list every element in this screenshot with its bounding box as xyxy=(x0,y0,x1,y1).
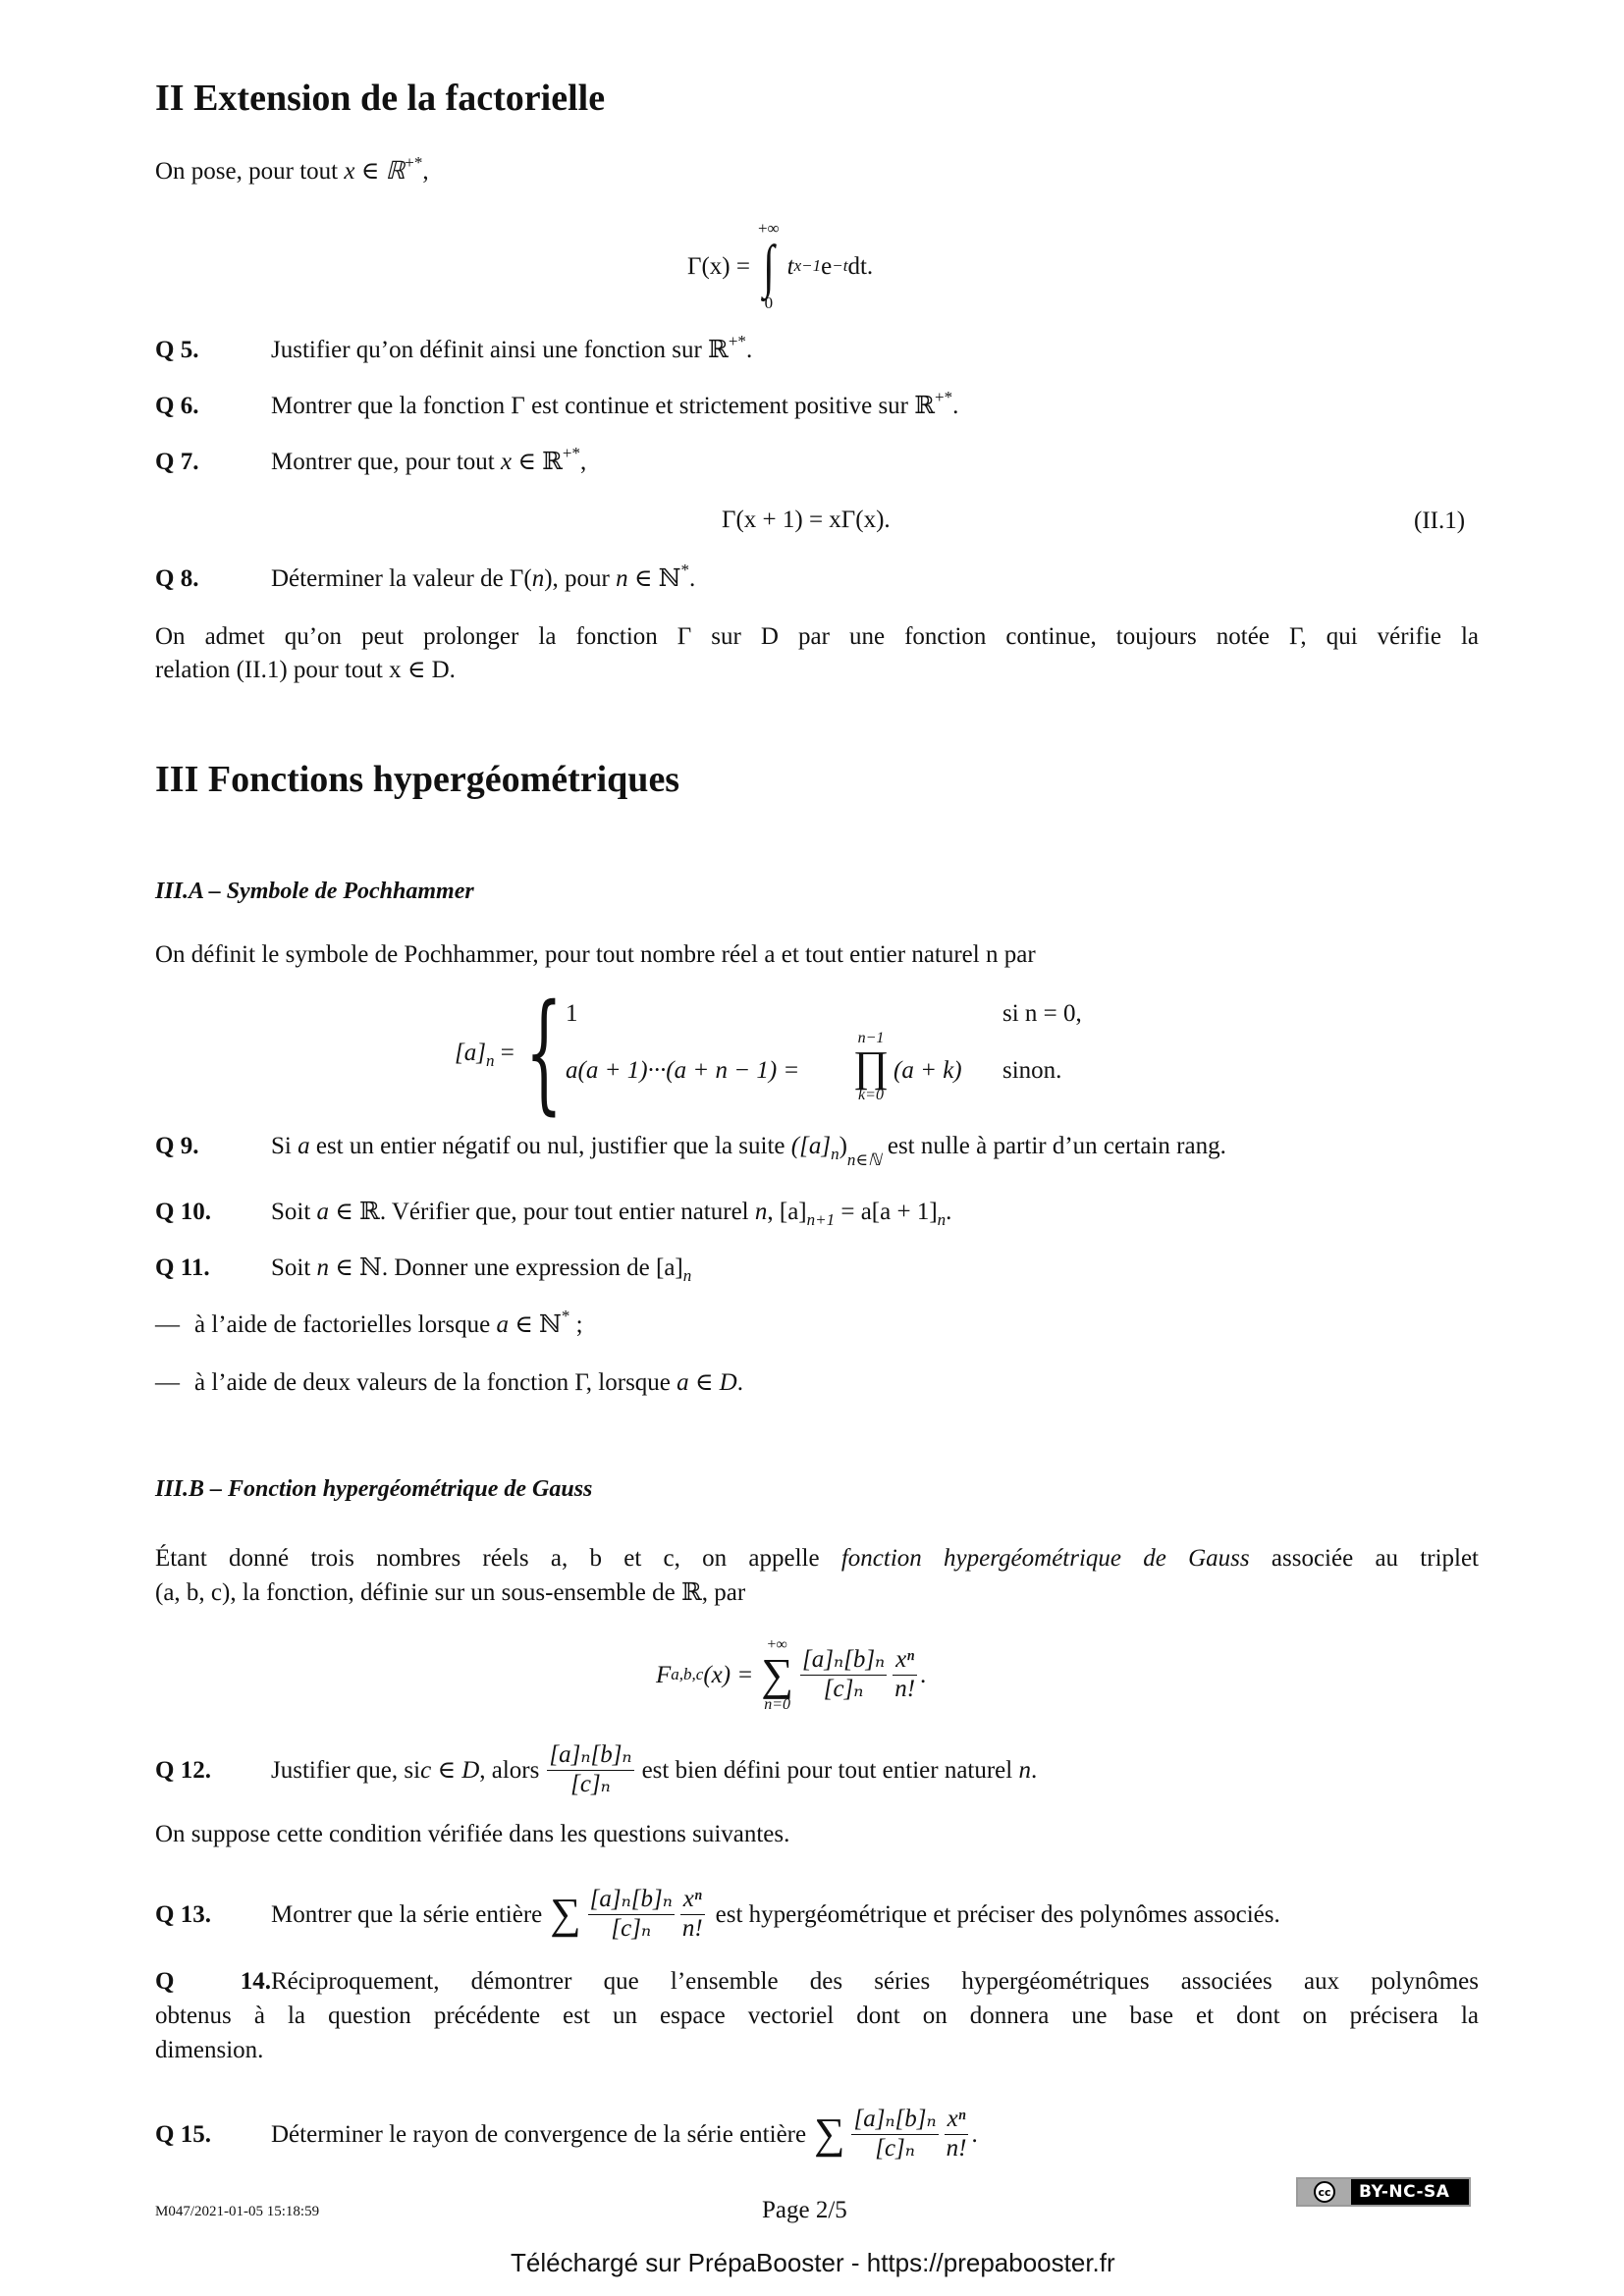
frac-den: [c]ₙ xyxy=(611,1914,652,1942)
question-math2: n xyxy=(616,565,628,592)
question-number: Q 11. xyxy=(155,1255,210,1281)
fraction-pochhammer xyxy=(800,1646,887,1704)
admit-line-1: On admet qu’on peut prolonger la fonction Γ sur D par une fonction continue, toujours notée Γ, qui vérifie la xyxy=(155,623,1479,650)
question-number: Q 15. xyxy=(155,2120,211,2148)
dash-icon: — xyxy=(155,1369,180,1396)
gamma-lhs: Γ(x) = xyxy=(687,252,750,280)
pochhammer-intro: On définit le symbole de Pochhammer, pour tout nombre réel a et tout entier naturel n par xyxy=(155,941,1036,968)
dash-icon: — xyxy=(155,1311,180,1338)
integral-sign-icon: ∫ xyxy=(763,233,775,298)
fraction-pochhammer xyxy=(547,1741,633,1799)
q-sub: n+1 xyxy=(806,1210,836,1229)
bullet-sup: * xyxy=(561,1307,570,1325)
intro-text: On pose, pour tout xyxy=(155,158,339,185)
sum-sign-icon: ∑ xyxy=(814,2109,845,2158)
gamma-definition: Γ(x) = +∞ ∫ 0 t x−1 e −t dt. xyxy=(687,218,874,312)
intro-text: associée au triplet xyxy=(1249,1545,1480,1572)
question-end: . xyxy=(952,393,959,419)
frac-num: xⁿ xyxy=(945,2106,969,2135)
sum-sign-icon: ∑ xyxy=(761,1649,793,1700)
math-a: a xyxy=(316,1199,330,1225)
bullet-math: a xyxy=(677,1369,689,1396)
seq-index: n∈ℕ xyxy=(846,1150,882,1169)
product-operator xyxy=(850,1031,892,1103)
subsection-IIIA-title: III.A – Symbole de Pochhammer xyxy=(155,879,474,904)
question-sup: * xyxy=(680,561,689,579)
product-lower: k=0 xyxy=(858,1086,884,1103)
integrand-dt: dt. xyxy=(847,252,874,280)
frac-den: n! xyxy=(894,1675,916,1702)
fraction-power xyxy=(680,1886,705,1944)
product-sign-icon: ∏ xyxy=(852,1042,890,1091)
pochhammer-lhs xyxy=(455,1040,514,1070)
admit-line-2: relation (II.1) pour tout x ∈ D. xyxy=(155,657,456,683)
product-upper: n−1 xyxy=(857,1030,885,1046)
question-number: Q 7. xyxy=(155,449,199,475)
gauss-intro-line-2: (a, b, c), la fonction, définie sur un sous-ensemble de ℝ, par xyxy=(155,1579,746,1606)
intro-end: , xyxy=(422,158,429,185)
case2-condition: sinon. xyxy=(1002,1057,1062,1084)
product-term: (a + k) xyxy=(893,1057,962,1084)
frac-den: n! xyxy=(946,2134,967,2162)
question-number: Q 12. xyxy=(155,1756,211,1784)
intro-text: Étant donné trois nombres réels a, b et c, on appelle xyxy=(155,1545,841,1572)
frac-den: [c]ₙ xyxy=(875,2134,915,2162)
document-code: M047/2021-01-05 15:18:59 xyxy=(155,2204,320,2219)
question-8 xyxy=(155,561,696,592)
subsection-IIIB-title: III.B – Fonction hypergéométrique de Gauss xyxy=(155,1476,593,1502)
frac-den: n! xyxy=(681,1914,703,1942)
fraction-power xyxy=(893,1646,917,1704)
q-text: est hypergéométrique et préciser des polynômes associés. xyxy=(715,1900,1280,1928)
frac-den: [c]ₙ xyxy=(823,1675,864,1702)
question-9 xyxy=(155,1133,1226,1169)
q-math: D xyxy=(461,1756,480,1784)
question-5 xyxy=(155,332,753,363)
bullet-factorial xyxy=(155,1307,583,1338)
integrand-e: e xyxy=(821,252,833,280)
frac-num: xⁿ xyxy=(680,1886,705,1915)
q-text: Soit xyxy=(271,1255,317,1281)
section-III-title: III Fonctions hypergéométriques xyxy=(155,759,680,800)
intro-math: x ∈ ℝ xyxy=(344,158,406,185)
gauss-definition: F a,b,c (x) = +∞ ∑ n=0 $\frac{\text{[a]ₙ[b]ₙ}}{\text{[c]ₙ}}$ $\frac{\text{xⁿ}}{n!}$ . xyxy=(656,1635,927,1713)
left-brace-icon: { xyxy=(525,977,563,1128)
question-number: Q 10. xyxy=(155,1199,211,1225)
cc-icon: cc xyxy=(1314,2181,1335,2203)
fraction-pochhammer xyxy=(588,1886,675,1944)
question-math: n xyxy=(531,565,545,592)
bullet-text: à l’aide de deux valeurs de la fonction Γ, lorsque xyxy=(194,1369,677,1396)
q-text: ∈ ℝ. Vérifier que, pour tout entier naturel xyxy=(329,1199,755,1225)
question-text2: ), pour xyxy=(544,565,617,592)
question-text3: ∈ ℕ xyxy=(627,565,681,592)
q-text: Réciproquement, démontrer que l’ensemble des séries hypergéométriques associées aux polynômes xyxy=(271,1968,1479,1995)
question-text: Déterminer la valeur de Γ( xyxy=(271,565,532,592)
q-math: n xyxy=(1018,1756,1031,1784)
equation-II1: Γ(x + 1) = xΓ(x). xyxy=(722,507,891,533)
question-end: . xyxy=(745,337,753,363)
integrand-t: t xyxy=(786,252,794,280)
fraction-power xyxy=(945,2106,969,2163)
question-number: Q 14. xyxy=(155,1968,271,1995)
q-text: , [a] xyxy=(767,1199,807,1225)
q-end: . xyxy=(971,2120,978,2148)
case2-value: a(a + 1)···(a + n − 1) = xyxy=(566,1057,800,1084)
q-text: est nulle à partir d’un certain rang. xyxy=(881,1133,1226,1159)
question-text: Montrer que, pour tout xyxy=(271,449,501,475)
question-sup: +* xyxy=(562,444,580,462)
integral-operator xyxy=(758,220,780,312)
gauss-end: . xyxy=(920,1661,927,1688)
question-10 xyxy=(155,1199,952,1229)
q-sub: n xyxy=(682,1266,692,1285)
bullet-text2: ∈ ℕ xyxy=(509,1311,562,1338)
q-text: Soit xyxy=(271,1199,317,1225)
download-link[interactable]: Téléchargé sur PrépaBooster - https://prepabooster.fr xyxy=(511,2248,1115,2277)
assume-condition: On suppose cette condition vérifiée dans les questions suivantes. xyxy=(155,1821,790,1847)
q-end: . xyxy=(1030,1756,1038,1784)
question-text: Justifier qu’on définit ainsi une fonction sur ℝ xyxy=(271,337,729,363)
math-a: a xyxy=(298,1133,310,1159)
intro-emphasis: fonction hypergéométrique de Gauss xyxy=(840,1545,1250,1572)
question-number: Q 6. xyxy=(155,393,199,419)
math-n: n xyxy=(754,1199,768,1225)
q-text: est un entier négatif ou nul, justifier que la suite xyxy=(309,1133,791,1159)
lhs-sub: n xyxy=(485,1051,495,1070)
intro-sup: +* xyxy=(405,153,423,172)
question-number: Q 8. xyxy=(155,565,199,592)
equation-label: (II.1) xyxy=(1414,507,1466,534)
question-15 xyxy=(155,2098,978,2170)
question-11 xyxy=(155,1255,692,1285)
fraction-pochhammer xyxy=(851,2106,938,2163)
integral-lower-limit: 0 xyxy=(764,293,774,312)
frac-num: xⁿ xyxy=(893,1646,917,1676)
sum-upper: +∞ xyxy=(767,1635,787,1653)
seq-close: ) xyxy=(839,1133,847,1159)
bullet-text: à l’aide de factorielles lorsque xyxy=(194,1311,497,1338)
question-14-line-1 xyxy=(155,1969,1479,1994)
sum-lower: n=0 xyxy=(764,1695,790,1713)
q-text: = a[a + 1] xyxy=(835,1199,938,1225)
question-end: , xyxy=(579,449,587,475)
q-text: Montrer que la série entière xyxy=(271,1900,543,1928)
q-text: ∈ xyxy=(431,1756,462,1784)
q-text: est bien défini pour tout entier naturel xyxy=(641,1756,1019,1784)
question-14-line-2: obtenus à la question précédente est un espace vectoriel dont on donnera une base et dont on précisera la xyxy=(155,2002,1479,2029)
sum-operator xyxy=(761,1636,793,1714)
bullet-math2: D xyxy=(719,1369,737,1396)
q-text: ∈ ℕ. Donner une expression de [a] xyxy=(329,1255,683,1281)
bullet-gamma xyxy=(155,1370,743,1395)
math-n: n xyxy=(316,1255,330,1281)
lhs-equals: = xyxy=(500,1040,514,1066)
section-II-title: II Extension de la factorielle xyxy=(155,78,606,119)
case1-value: 1 xyxy=(566,1000,578,1027)
question-number: Q 13. xyxy=(155,1900,211,1928)
frac-num: [a]ₙ[b]ₙ xyxy=(547,1741,633,1771)
gauss-arg: (x) = xyxy=(703,1661,754,1688)
integral-upper-limit: +∞ xyxy=(757,218,780,238)
seq-open: ([a] xyxy=(790,1133,832,1159)
page-number: Page 2/5 xyxy=(762,2197,847,2223)
question-text: Montrer que la fonction Γ est continue et strictement positive sur ℝ xyxy=(271,393,936,419)
bullet-text2: ∈ xyxy=(688,1369,720,1396)
frac-num: [a]ₙ[b]ₙ xyxy=(851,2106,938,2135)
q-text: , alors xyxy=(479,1756,540,1784)
gauss-F: F xyxy=(656,1661,672,1688)
q-math: c xyxy=(420,1756,432,1784)
license-badge[interactable] xyxy=(1296,2177,1471,2207)
q-text: Si xyxy=(271,1133,298,1159)
q-text: . xyxy=(946,1199,952,1225)
lhs-bracket: [a] xyxy=(455,1040,486,1066)
case1-condition: si n = 0, xyxy=(1002,1000,1082,1027)
question-end: . xyxy=(688,565,696,592)
question-text2: ∈ ℝ xyxy=(512,449,563,475)
question-math: x xyxy=(500,449,513,475)
question-sup: +* xyxy=(935,388,953,406)
question-number: Q 9. xyxy=(155,1133,199,1159)
bullet-end: ; xyxy=(569,1311,583,1338)
license-text: BY-NC-SA xyxy=(1359,2182,1450,2202)
bullet-end: . xyxy=(736,1369,743,1396)
bullet-math: a xyxy=(496,1311,509,1338)
question-7 xyxy=(155,444,587,475)
gauss-intro-line-1 xyxy=(155,1546,1479,1571)
cc-icon-container xyxy=(1298,2179,1351,2205)
question-14-line-3: dimension. xyxy=(155,2037,264,2063)
frac-num: [a]ₙ[b]ₙ xyxy=(800,1646,887,1676)
q-text: Déterminer le rayon de convergence de la série entière xyxy=(271,2120,807,2148)
pochhammer-definition xyxy=(455,977,1142,1128)
question-sup: +* xyxy=(728,332,746,350)
question-number: Q 5. xyxy=(155,337,199,363)
sum-sign-icon: ∑ xyxy=(550,1890,581,1938)
question-13 xyxy=(155,1878,1280,1950)
question-6 xyxy=(155,388,959,419)
seq-sub: n xyxy=(831,1145,839,1163)
question-12 xyxy=(155,1735,1037,1804)
section-II-intro xyxy=(155,153,429,185)
frac-den: [c]ₙ xyxy=(570,1770,611,1797)
q-sub: n xyxy=(937,1210,947,1229)
q-text: Justifier que, si xyxy=(271,1756,421,1784)
frac-num: [a]ₙ[b]ₙ xyxy=(588,1886,675,1915)
